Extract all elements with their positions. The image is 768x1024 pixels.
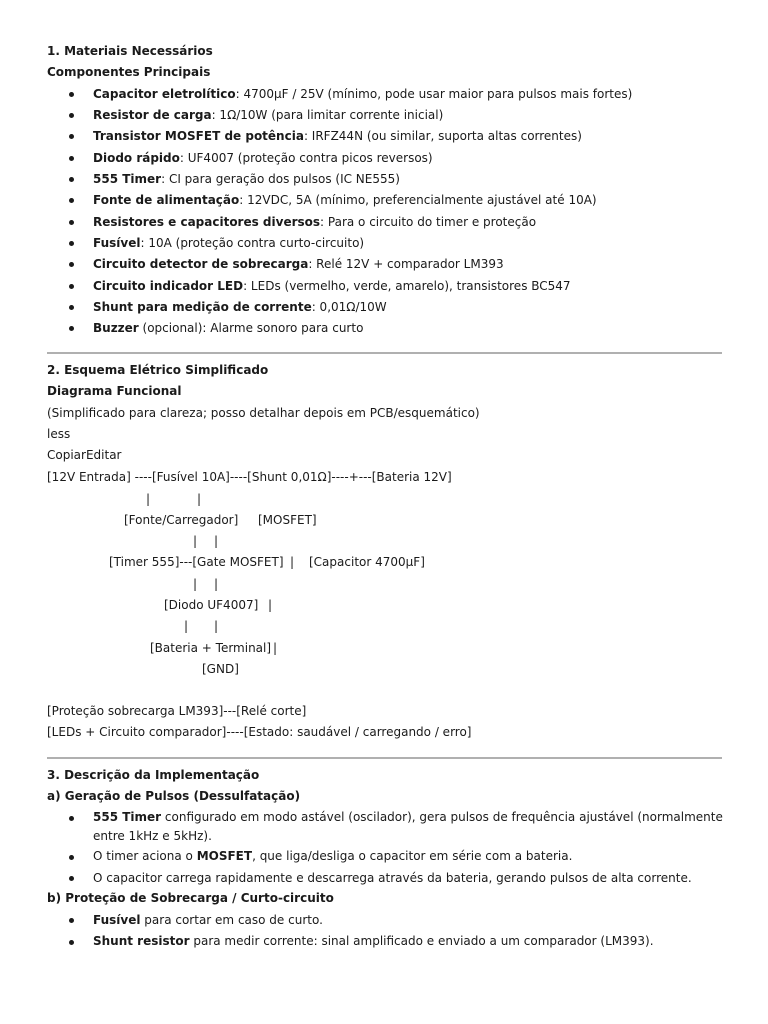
diagram-note: (Simplificado para clareza; posso detalhar depois em PCB/esquemático): [47, 406, 480, 420]
item-text: para medir corrente: sinal amplificado e enviado a um comparador (LM393).: [189, 934, 654, 948]
section-3-title: 3. Descrição da Implementação: [47, 768, 260, 782]
item-term: Fusível: [93, 913, 141, 927]
item-term: Circuito indicador LED: [93, 279, 244, 293]
section-2-title: 2. Esquema Elétrico Simplificado: [47, 363, 269, 377]
section-divider: [47, 352, 722, 354]
section-3a-subtitle: a) Geração de Pulsos (Dessulfatação): [47, 789, 301, 803]
section-3b-subtitle: b) Proteção de Sobrecarga / Curto-circuito: [47, 891, 334, 905]
diagram-node: [MOSFET]: [258, 513, 317, 527]
item-text: , que liga/desliga o capacitor em série com a bateria.: [252, 849, 573, 863]
item-text: : 4700µF / 25V (mínimo, pode usar maior para pulsos mais fortes): [235, 87, 633, 101]
list-item: [93, 932, 725, 951]
item-text: : Relé 12V + comparador LM393: [308, 257, 504, 271]
bullet-icon: [69, 134, 74, 139]
item-term: 555 Timer: [93, 810, 162, 824]
diagram-node: [GND]: [202, 662, 239, 676]
item-text: O capacitor carrega rapidamente e descarrega através da bateria, gerando pulsos de alta corrente.: [93, 871, 692, 885]
item-term: Diodo rápido: [93, 151, 180, 165]
list-item: [93, 869, 725, 888]
bullet-icon: [69, 220, 74, 225]
list-item: [93, 191, 725, 210]
bullet-icon: [69, 855, 74, 860]
diagram-connector: |: [268, 598, 273, 612]
item-term: Resistores e capacitores diversos: [93, 215, 321, 229]
item-text: : UF4007 (proteção contra picos reversos): [179, 151, 433, 165]
diagram-connector: |: [290, 555, 295, 569]
diagram-connector: |: [273, 641, 278, 655]
list-item: [93, 319, 725, 338]
diagram-connector: |: [197, 492, 202, 506]
item-text: : 0,01Ω/10W: [311, 300, 387, 314]
list-item: [93, 106, 725, 125]
diagram-connector: |: [193, 534, 198, 548]
diagram-connector: |: [146, 492, 151, 506]
list-item: [93, 847, 725, 866]
item-term: 555 Timer: [93, 172, 162, 186]
diagram-node: [Bateria + Terminal]: [150, 641, 272, 655]
list-item: [93, 85, 725, 104]
bullet-icon: [69, 284, 74, 289]
diagram-connector: |: [214, 619, 219, 633]
code-language-label: less: [47, 427, 71, 441]
list-item: [93, 213, 725, 232]
bullet-icon: [69, 156, 74, 161]
item-term: Circuito detector de sobrecarga: [93, 257, 309, 271]
diagram-node: [Diodo UF4007]: [164, 598, 259, 612]
item-text: configurado em modo astável (oscilador), gera pulsos de frequência ajustável (normalmente entre 1kHz e 5kHz).: [93, 810, 723, 843]
bullet-icon: [69, 940, 74, 945]
list-item: [93, 298, 725, 317]
item-term: Shunt resistor: [93, 934, 190, 948]
diagram-node: [Capacitor 4700µF]: [309, 555, 425, 569]
item-term: Fonte de alimentação: [93, 193, 240, 207]
bullet-icon: [69, 305, 74, 310]
item-text: (opcional): Alarme sonoro para curto: [138, 321, 364, 335]
item-text: : IRFZ44N (ou similar, suporta altas correntes): [303, 129, 582, 143]
list-item: [93, 911, 725, 930]
diagram-line: [LEDs + Circuito comparador]----[Estado: saudável / carregando / erro]: [47, 725, 472, 739]
bullet-icon: [69, 326, 74, 331]
bullet-icon: [69, 92, 74, 97]
list-item: [93, 170, 725, 189]
bullet-icon: [69, 113, 74, 118]
bullet-icon: [69, 262, 74, 267]
item-text: : 1Ω/10W (para limitar corrente inicial): [211, 108, 444, 122]
diagram-connector: |: [184, 619, 189, 633]
bullet-icon: [69, 241, 74, 246]
item-term: Transistor MOSFET de potência: [93, 129, 304, 143]
diagram-connector: |: [214, 534, 219, 548]
diagram-connector: |: [193, 577, 198, 591]
item-text: : 10A (proteção contra curto-circuito): [140, 236, 365, 250]
list-item: [93, 234, 725, 253]
item-term: Capacitor eletrolítico: [93, 87, 236, 101]
section-1-subtitle: Componentes Principais: [47, 65, 211, 79]
section-divider: [47, 757, 722, 759]
diagram-node: [Fonte/Carregador]: [124, 513, 239, 527]
item-term: Resistor de carga: [93, 108, 212, 122]
item-term: Fusível: [93, 236, 141, 250]
item-text: O timer aciona o: [93, 849, 197, 863]
bullet-icon: [69, 198, 74, 203]
bullet-icon: [69, 918, 74, 923]
item-text: : Para o circuito do timer e proteção: [320, 215, 537, 229]
list-item: [93, 255, 725, 274]
copy-edit-button[interactable]: CopiarEditar: [47, 448, 122, 462]
section-1-title: 1. Materiais Necessários: [47, 44, 213, 58]
list-item: [93, 127, 725, 146]
diagram-line: [12V Entrada] ----[Fusível 10A]----[Shunt 0,01Ω]----+---[Bateria 12V]: [47, 470, 452, 484]
item-term: Buzzer: [93, 321, 139, 335]
section-2-subtitle: Diagrama Funcional: [47, 384, 182, 398]
list-item: [93, 149, 725, 168]
list-item: [93, 277, 725, 296]
bullet-icon: [69, 876, 74, 881]
item-text: : 12VDC, 5A (mínimo, preferencialmente ajustável até 10A): [239, 193, 597, 207]
item-text: : LEDs (vermelho, verde, amarelo), transistores BC547: [243, 279, 571, 293]
item-term: Shunt para medição de corrente: [93, 300, 312, 314]
item-term: MOSFET: [196, 849, 253, 863]
bullet-icon: [69, 816, 74, 821]
list-item: [93, 808, 725, 846]
item-text: para cortar em caso de curto.: [140, 913, 323, 927]
item-text: : CI para geração dos pulsos (IC NE555): [161, 172, 400, 186]
bullet-icon: [69, 177, 74, 182]
diagram-line: [Proteção sobrecarga LM393]---[Relé corte]: [47, 704, 307, 718]
diagram-node: [Timer 555]---[Gate MOSFET]: [109, 555, 284, 569]
diagram-connector: |: [214, 577, 219, 591]
